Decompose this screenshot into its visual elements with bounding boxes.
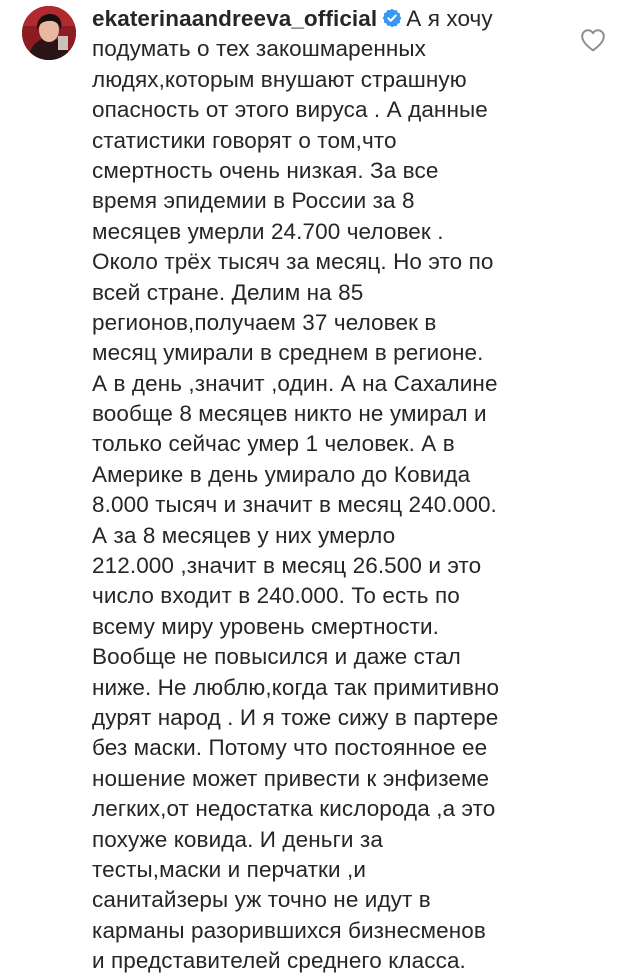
heart-outline-icon xyxy=(580,28,606,52)
comment-text-line: санитайзеры уж точно не идут в xyxy=(92,887,431,913)
avatar[interactable] xyxy=(22,6,76,60)
comment-text-line: месяцев умерли 24.700 человек . xyxy=(92,218,444,244)
comment-text-line: дурят народ . И я тоже сижу в партере xyxy=(92,704,499,730)
comment-text-line: Около трёх тысяч за месяц. Но это по xyxy=(92,249,494,275)
comment-text-line: смертность очень низкая. За все xyxy=(92,157,439,183)
verified-badge-icon xyxy=(382,8,402,28)
comment-text-line: тесты,маски и перчатки ,и xyxy=(92,856,367,882)
comment-text-line: время эпидемии в России за 8 xyxy=(92,188,415,214)
comment-text-line: похуже ковида. И деньги за xyxy=(92,826,383,852)
comment-text-line: 212.000 ,значит в месяц 26.500 и это xyxy=(92,553,482,579)
comment-text-line: А за 8 месяцев у них умерло xyxy=(92,522,396,548)
comment-text-line: людях,которым внушают страшную xyxy=(92,66,467,92)
comment-text-line: карманы разорившихся бизнесменов xyxy=(92,917,486,943)
comment-text-line: статистики говорят о том,что xyxy=(92,127,397,153)
comment-text-line: Америке в день умирало до Ковида xyxy=(92,461,471,487)
comment-line-first xyxy=(92,4,578,34)
comment-text-line: легких,от недостатка кислорода ,а это xyxy=(92,796,496,822)
comment-text-start: А я хочу xyxy=(406,6,493,31)
comment-text-line: подумать о тех закошмаренных xyxy=(92,36,427,62)
comment-text-line: 8.000 тысяч и значит в месяц 240.000. xyxy=(92,492,497,518)
comment-body xyxy=(92,4,578,977)
comment-text-line: всей стране. Делим на 85 xyxy=(92,279,364,305)
comment-text-line: число входит в 240.000. То есть по xyxy=(92,583,460,609)
comment-text-line: вообще 8 месяцев никто не умирал и xyxy=(92,401,487,427)
comment-text-line: Вообще не повысился и даже стал xyxy=(92,644,461,670)
comment-text-line: ношение может привести к энфиземе xyxy=(92,765,490,791)
like-button[interactable] xyxy=(580,28,606,52)
username-link[interactable]: ekaterinaandreeva_official xyxy=(92,6,378,31)
comment-text-line: только сейчас умер 1 человек. А в xyxy=(92,431,455,457)
comment-text-line: ниже. Не люблю,когда так примитивно xyxy=(92,674,500,700)
comment-text-line: А в день ,значит ,один. А на Сахалине xyxy=(92,370,498,396)
avatar-photo-icon xyxy=(22,6,76,60)
comment-text-line: регионов,получаем 37 человек в xyxy=(92,309,437,335)
comment-text-line: всему миру уровень смертности. xyxy=(92,613,439,639)
comment-text-line: месяц умирали в среднем в регионе. xyxy=(92,340,484,366)
comment-text-line: без маски. Потому что постоянное ее xyxy=(92,735,488,761)
comment-text-line: и представителей среднего класса. xyxy=(92,948,466,974)
comment-text-line: опасность от этого вируса . А данные xyxy=(92,97,488,123)
